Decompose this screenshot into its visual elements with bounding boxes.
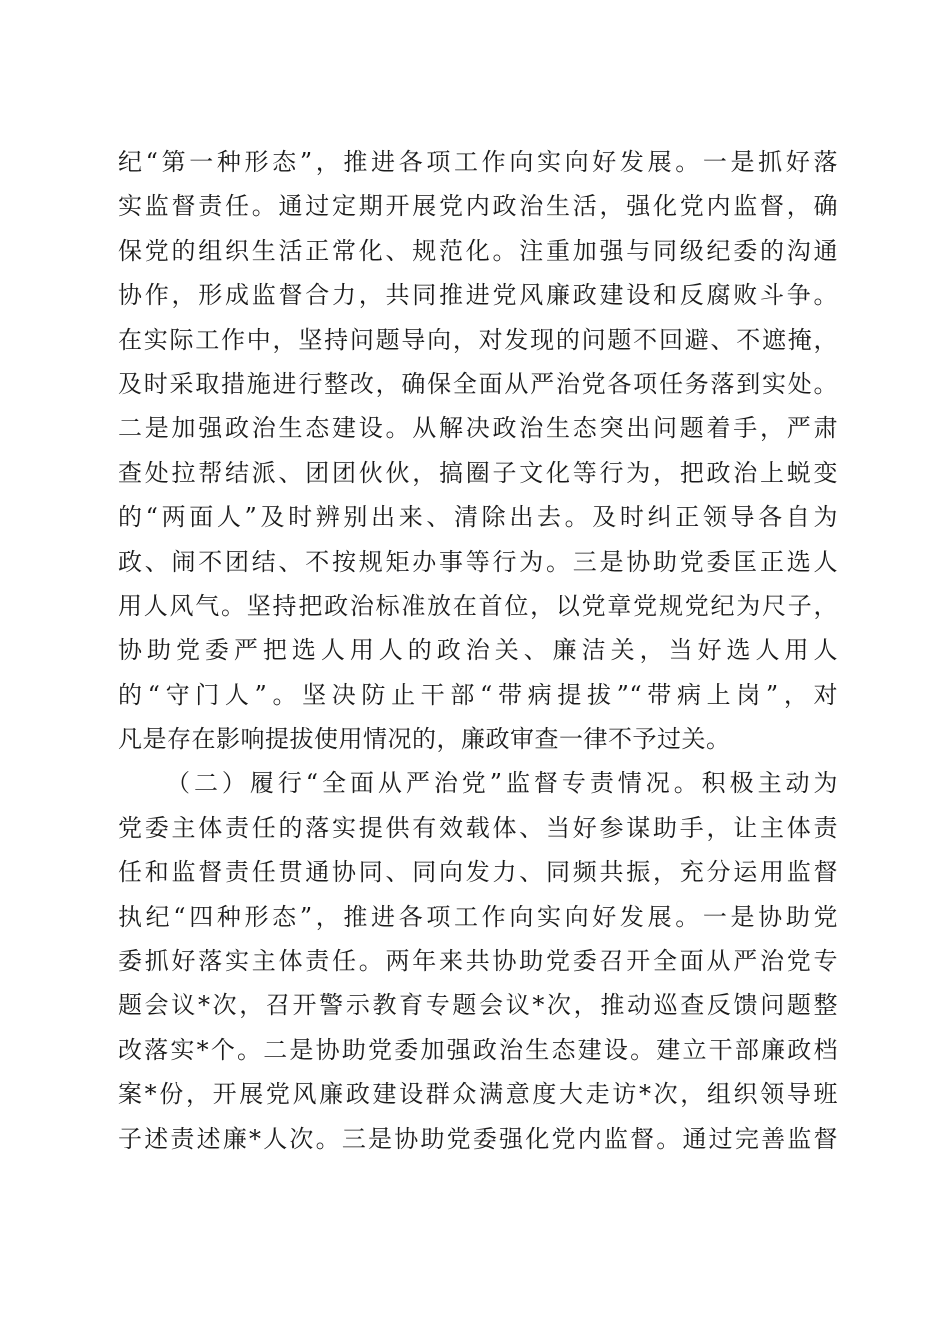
text-line: 实监督责任。通过定期开展党内政治生活，强化党内监督，确	[118, 192, 838, 221]
body-text	[118, 140, 838, 1161]
text-line: 纪“第一种形态”，推进各项工作向实向好发展。一是抓好落	[118, 148, 838, 176]
text-line: 子述责述廉*人次。三是协助党委强化党内监督。通过完善监督	[118, 1124, 838, 1153]
text-line: 的“两面人”及时辨别出来、清除出去。及时纠正领导各自为	[118, 503, 838, 532]
text-line: 查处拉帮结派、团团伙伙，搞圈子文化等行为，把政治上蜕变	[118, 458, 838, 487]
text-line: 的“守门人”。坚决防止干部“带病提拔”“带病上岗”，对	[118, 680, 838, 709]
text-line: 委抓好落实主体责任。两年来共协助党委召开全面从严治党专	[118, 947, 838, 976]
text-line: 保党的组织生活正常化、规范化。注重加强与同级纪委的沟通	[118, 236, 838, 265]
text-line: 协作，形成监督合力，共同推进党风廉政建设和反腐败斗争。	[118, 281, 838, 310]
text-line: 用人风气。坚持把政治标准放在首位，以党章党规党纪为尺子，	[118, 591, 838, 620]
section-heading-line: （二）履行“全面从严治党”监督专责情况。积极主动为	[166, 769, 838, 798]
text-line: 协助党委严把选人用人的政治关、廉洁关，当好选人用人	[118, 636, 838, 665]
text-line: 改落实*个。二是协助党委加强政治生态建设。建立干部廉政档	[118, 1035, 838, 1064]
text-line: 二是加强政治生态建设。从解决政治生态突出问题着手，严肃	[118, 414, 838, 443]
text-line: 凡是存在影响提拔使用情况的，廉政审查一律不予过关。	[118, 725, 731, 754]
text-line: 执纪“四种形态”，推进各项工作向实向好发展。一是协助党	[118, 902, 838, 931]
text-line: 在实际工作中，坚持问题导向，对发现的问题不回避、不遮掩，	[118, 325, 838, 354]
text-line: 党委主体责任的落实提供有效载体、当好参谋助手，让主体责	[118, 813, 838, 842]
text-line: 任和监督责任贯通协同、同向发力、同频共振，充分运用监督	[118, 858, 838, 887]
text-line: 案*份，开展党风廉政建设群众满意度大走访*次，组织领导班	[118, 1080, 838, 1109]
text-line: 题会议*次，召开警示教育专题会议*次，推动巡查反馈问题整	[118, 991, 838, 1020]
text-line: 及时采取措施进行整改，确保全面从严治党各项任务落到实处。	[118, 369, 838, 398]
text-line: 政、闹不团结、不按规矩办事等行为。三是协助党委匡正选人	[118, 547, 838, 576]
